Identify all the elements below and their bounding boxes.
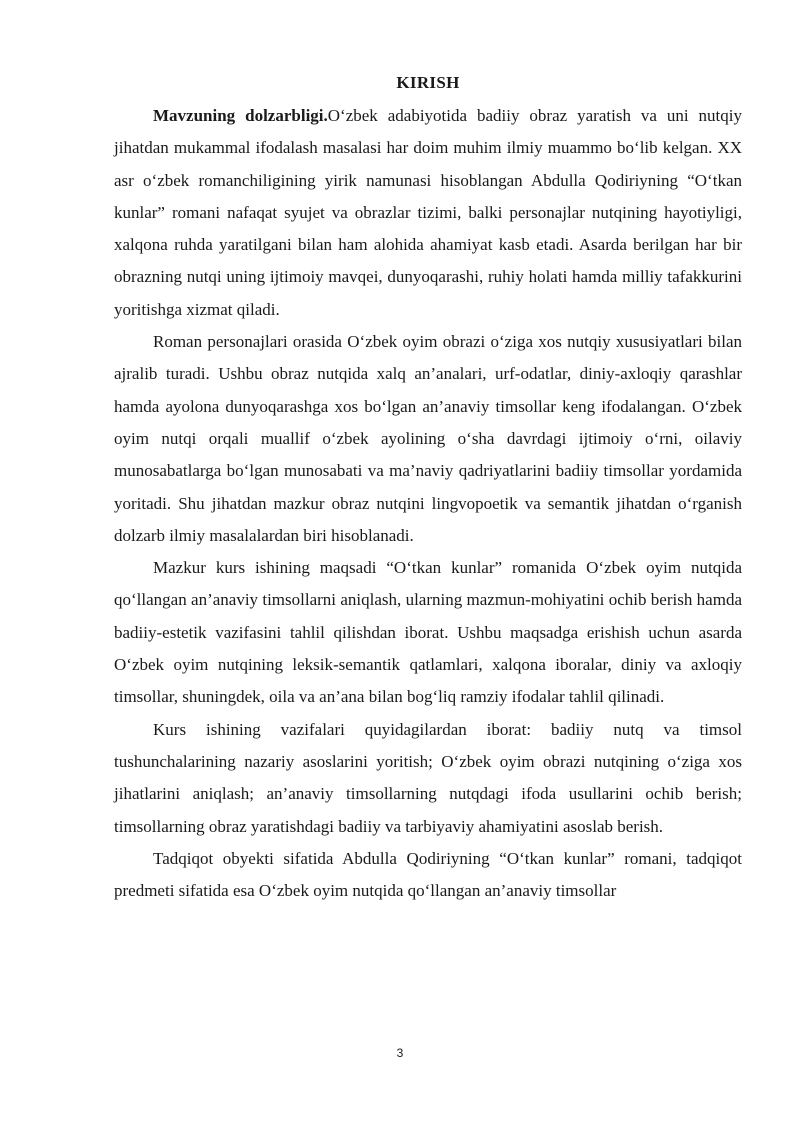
paragraph-lead: Mavzuning dolzarbligi. bbox=[153, 106, 328, 125]
paragraph-text: O‘zbek adabiyotida badiiy obraz yaratish va uni nutqiy jihatdan mukammal ifodalash masalasi har doim muhim ilmiy muammo bo‘lib kelgan. XX asr o‘zbek romanchiligining yirik namunasi hisoblangan Abdulla Qodiriyning “O‘tkan kunlar” romani nafaqat syujet va obrazlar tizimi, balki personajlar nutqining hayotiyligi, xalqona ruhda yaratilgani bilan ham alohida ahamiyat kasb etadi. Asarda berilgan har bir obrazning nutqi uning ijtimoiy mavqei, dunyoqarashi, ruhiy holati hamda milliy tafakkurini yoritishga xizmat qiladi. bbox=[114, 106, 742, 319]
paragraph-goal: Mazkur kurs ishining maqsadi “O‘tkan kunlar” romanida O‘zbek oyim nutqida qo‘llangan an’anaviy timsollarni aniqlash, ularning mazmun-mohiyatini ochib berish hamda badiiy-estetik vazifasini tahlil qilishdan iborat. Ushbu maqsadga erishish uchun asarda O‘zbek oyim nutqining leksik-semantik qatlamlari, xalqona iboralar, diniy va axloqiy timsollar, shuningdek, oila va an’ana bilan bog‘liq ramziy ifodalar tahlil qilinadi. bbox=[114, 558, 742, 707]
paragraph-tasks: Kurs ishining vazifalari quyidagilardan iborat: badiiy nutq va timsol tushunchalarining nazariy asoslarini yoritish; O‘zbek oyim obrazi nutqining o‘ziga xos jihatlarini aniqlash; an’anaviy timsollarning nutqdagi ifoda usullarini ochib berish; timsollarning obraz yaratishdagi badiiy va tarbiyaviy ahamiyatini asoslab berish. bbox=[114, 719, 742, 836]
paragraph-object: Tadqiqot obyekti sifatida Abdulla Qodiriyning “O‘tkan kunlar” romani, tadqiqot predmeti sifatida esa O‘zbek oyim nutqida qo‘llangan an’anaviy timsollar bbox=[114, 848, 742, 901]
page-number: 3 bbox=[396, 1046, 404, 1060]
document-page bbox=[114, 72, 742, 907]
paragraph-character: Roman personajlari orasida O‘zbek oyim obrazi o‘ziga xos nutqiy xususiyatlari bilan ajralib turadi. Ushbu obraz nutqida xalq an’analari, urf-odatlar, diniy-axloqiy qarashlar hamda ayolona dunyoqarashga xos bo‘lgan an’anaviy timsollar keng ifodalangan. O‘zbek oyim nutqi orqali muallif o‘zbek ayolining o‘sha davrdagi ijtimoiy o‘rni, oilaviy munosabatlarga bo‘lgan munosabati va ma’naviy qadriyatlarini badiiy timsollar yordamida yoritadi. Shu jihatdan mazkur obraz nutqini lingvopoetik va semantik jihatdan o‘rganish dolzarb ilmiy masalalardan biri hisoblanadi. bbox=[114, 332, 742, 545]
paragraph-relevance bbox=[114, 100, 742, 326]
section-heading: KIRISH bbox=[396, 73, 460, 92]
